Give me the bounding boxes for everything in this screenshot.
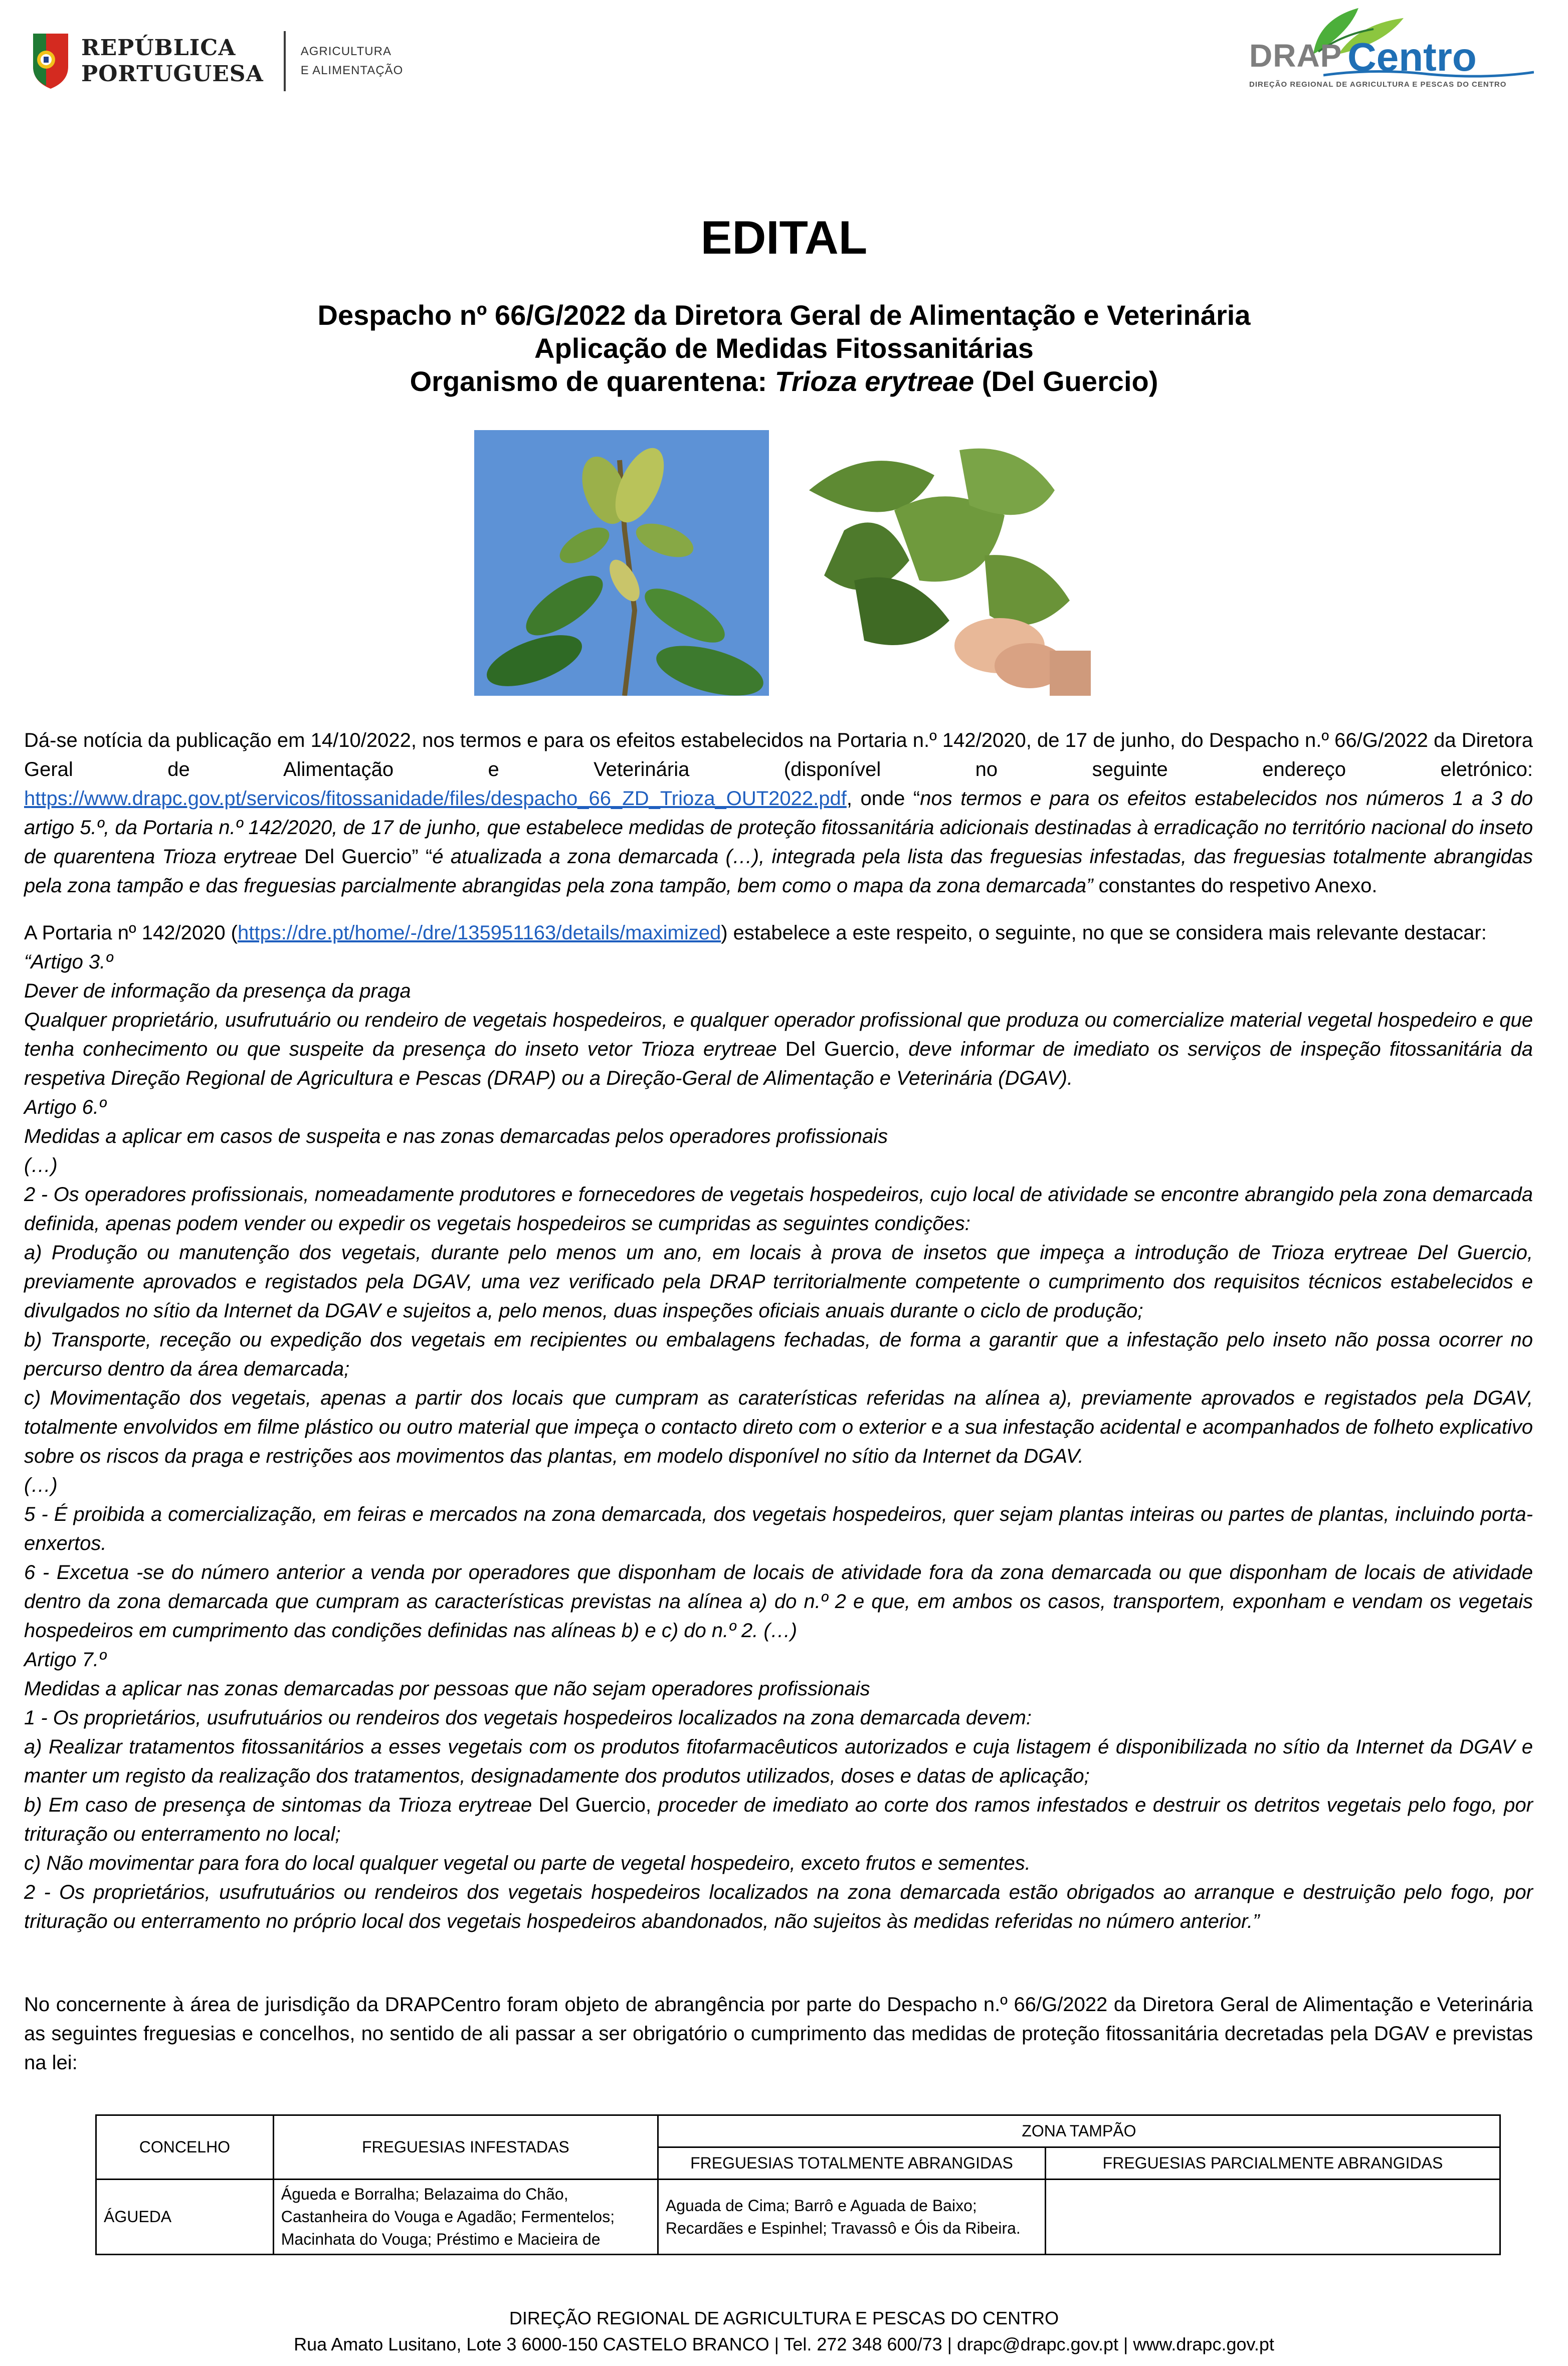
cell-concelho: ÁGUEDA bbox=[96, 2180, 274, 2255]
intro-text-3: Del Guercio” “ bbox=[297, 846, 433, 868]
portaria-paragraph bbox=[24, 918, 1533, 947]
art7-heading: Artigo 7.º bbox=[24, 1649, 106, 1671]
wave-icon bbox=[1323, 68, 1534, 79]
art7-alinea-b bbox=[24, 1791, 1533, 1849]
page-title: EDITAL bbox=[700, 211, 868, 264]
art7-alinea-b-3: proceder de imediato ao corte dos ramos infestados e destruir os detritos vegetais pelo fogo, por trituração ou enterramento no local; bbox=[24, 1794, 1533, 1845]
subtitle-organismo-label: Organismo de quarentena: bbox=[410, 365, 775, 397]
art6-paragraph-6: 6 - Excetua -se do número anterior a venda por operadores que disponham de locais de atividade fora da zona demarcada ou que disponham de locais de atividade dentro da zona demarcada que cumpram as características previstas na alínea a) do n.º 2 e que, em ambos os casos, transportem, exponham e vendam os vegetais hospedeiros em cumprimento das condições definidas nas alíneas b) e c) do n.º 2. (…) bbox=[24, 1561, 1533, 1642]
art6-heading: Artigo 6.º bbox=[24, 1096, 106, 1118]
closing-paragraph: No concernente à área de jurisdição da DRAPCentro foram objeto de abrangência por parte do Despacho n.º 66/G/2022 da Diretora Geral de Alimentação e Veterinária as seguintes freguesias e concelhos, no sentido de ali passar a ser obrigatório o cumprimento das medidas de proteção fitossanitária decretadas pela DGAV e previstas na lei: bbox=[24, 1994, 1533, 2074]
intro-quote-2: é atualizada a zona demarcada (…), integrada pela lista das freguesias infestadas, das freguesias totalmente abrangidas pela zona tampão e das freguesias parcialmente abrangidas pela zona tampão, bem como o mapa da zona demarcada” bbox=[24, 846, 1533, 897]
art7-alinea-a: a) Realizar tratamentos fitossanitários a esses vegetais com os produtos fitofarmacêuticos autorizados e cuja listagem é disponibilizada no sítio da Internet da DGAV e manter um registo da realização dos tratamentos, designadamente dos produtos utilizados, doses e datas de aplicação; bbox=[24, 1736, 1533, 1787]
header-divider bbox=[284, 31, 286, 91]
species-name: Trioza erytreae bbox=[774, 365, 974, 397]
header-concelho: CONCELHO bbox=[96, 2115, 274, 2180]
art7-paragraph-1: 1 - Os proprietários, usufrutuários ou rendeiros dos vegetais hospedeiros localizados na zona demarcada devem: bbox=[24, 1707, 1032, 1729]
header-infestadas: FREGUESIAS INFESTADAS bbox=[273, 2115, 658, 2180]
art6-alinea-c: c) Movimentação dos vegetais, apenas a partir dos locais que cumpram as caraterísticas referidas na alínea a), previamente aprovados e registados pela DGAV, totalmente envolvidos em filme plástico ou outro material que impeça o contacto direto com o exterior e a sua infestação acidental e acompanhados de folheto explicativo sobre os riscos da praga e restrições aos movimentos das plantas, em modelo disponível no sítio da Internet da DGAV. bbox=[24, 1387, 1533, 1467]
art7-alinea-b-2: Del Guercio, bbox=[532, 1794, 658, 1816]
header-zona-tampao: ZONA TAMPÃO bbox=[658, 2115, 1500, 2147]
citrus-plant-photo bbox=[474, 430, 769, 696]
portaria-text-1: A Portaria nº 142/2020 ( bbox=[24, 922, 238, 944]
centro-logo-text: Centro bbox=[1347, 35, 1477, 79]
art6-ellipsis-1: (…) bbox=[24, 1154, 58, 1176]
infested-leaves-image bbox=[769, 430, 1091, 696]
ministry-text-1: AGRICULTURA bbox=[300, 45, 391, 58]
republica-portuguesa-logo bbox=[31, 26, 403, 96]
republica-text-2: PORTUGUESA bbox=[81, 61, 264, 87]
footer-org: DIREÇÃO REGIONAL DE AGRICULTURA E PESCAS DO CENTRO bbox=[509, 2308, 1059, 2328]
art7-alinea-c: c) Não movimentar para fora do local qualquer vegetal ou parte de vegetal hospedeiro, exceto frutos e sementes. bbox=[24, 1852, 1031, 1874]
subtitle-despacho: Despacho nº 66/G/2022 da Diretora Geral de Alimentação e Veterinária bbox=[317, 299, 1251, 331]
leaf-damage-photo bbox=[769, 430, 1091, 696]
art7-alinea-b-1: b) Em caso de presença de sintomas da Trioza erytreae bbox=[24, 1794, 532, 1816]
portaria-section bbox=[24, 918, 1533, 1936]
intro-text-1: Dá-se notícia da publicação em 14/10/2022, nos termos e para os efeitos estabelecidos na Portaria n.º 142/2020, de 17 de junho, do Despacho n.º 66/G/2022 da Diretora Geral de Alimentação e Veterinária (disponível no seguinte endereço eletrónico: bbox=[24, 729, 1533, 780]
art7-title: Medidas a aplicar nas zonas demarcadas por pessoas que não sejam operadores profissionais bbox=[24, 1678, 870, 1700]
art3-text-a: Qualquer proprietário, usufrutuário ou rendeiro de vegetais hospedeiros, e qualquer operador profissional que produza ou comercialize material vegetal hospedeiro e que tenha conhecimento ou que suspeite da presença do inseto vetor Trioza erytreae bbox=[24, 1009, 1533, 1060]
subtitle-medidas: Aplicação de Medidas Fitossanitárias bbox=[534, 332, 1034, 364]
cell-parcialmente bbox=[1046, 2180, 1500, 2255]
intro-text-4: constantes do respetivo Anexo. bbox=[1093, 875, 1378, 897]
drapc-logo bbox=[1238, 4, 1539, 94]
cell-totalmente: Aguada de Cima; Barrô e Aguada de Baixo; Recardães e Espinhel; Travassô e Óis da Ribeira. bbox=[658, 2180, 1045, 2255]
header-totalmente: FREGUESIAS TOTALMENTE ABRANGIDAS bbox=[658, 2147, 1045, 2180]
art6-paragraph-5: 5 - É proibida a comercialização, em feiras e mercados na zona demarcada, dos vegetais hospedeiros, quer sejam plantas inteiras ou partes de plantas, incluindo porta-enxertos. bbox=[24, 1503, 1533, 1554]
header-parcialmente: FREGUESIAS PARCIALMENTE ABRANGIDAS bbox=[1046, 2147, 1500, 2180]
art7-paragraph-2: 2 - Os proprietários, usufrutuários ou rendeiros dos vegetais hospedeiros localizados na zona demarcada estão obrigados ao arranque e destruição pelo fogo, por trituração ou enterramento no próprio local dos vegetais hospedeiros abandonados, não sujeitos às medidas referidas no número anterior.” bbox=[24, 1881, 1533, 1932]
art3-heading: “Artigo 3.º bbox=[24, 951, 113, 973]
republica-text-1: REPÚBLICA bbox=[81, 35, 236, 61]
dre-link[interactable]: https://dre.pt/home/-/dre/135951163/details/maximized bbox=[238, 922, 721, 944]
intro-paragraph bbox=[24, 726, 1533, 900]
drap-logo-text: DRAP bbox=[1249, 38, 1342, 74]
art6-ellipsis-2: (…) bbox=[24, 1474, 58, 1496]
freguesias-table bbox=[95, 2114, 1501, 2255]
intro-text-2: , onde “ bbox=[846, 787, 920, 810]
art6-title: Medidas a aplicar em casos de suspeita e nas zonas demarcadas pelos operadores profissionais bbox=[24, 1125, 888, 1147]
footer-contacts: Rua Amato Lusitano, Lote 3 6000-150 CASTELO BRANCO | Tel. 272 348 600/73 | drapc@drapc.gov.pt | www.drapc.gov.pt bbox=[294, 2334, 1274, 2354]
art3-title: Dever de informação da presença da praga bbox=[24, 980, 411, 1002]
drapc-subtitle: DIREÇÃO REGIONAL DE AGRICULTURA E PESCAS DO CENTRO bbox=[1249, 80, 1507, 89]
art3-text-b: Del Guercio, bbox=[776, 1038, 909, 1060]
cell-infestadas: Águeda e Borralha; Belazaima do Chão, Castanheira do Vouga e Agadão; Fermentelos; Macinhata do Vouga; Préstimo e Macieira de bbox=[273, 2180, 658, 2255]
art6-alinea-a: a) Produção ou manutenção dos vegetais, durante pelo menos um ano, em locais à prova de insetos que impeça a introdução de Trioza erytreae Del Guercio, previamente aprovados e registados pela DGAV, uma vez verificado pela DRAP territorialmente competente o cumprimento dos requisitos técnicos estabelecidos e divulgados no sítio da Internet da DGAV e sujeitos a, pelo menos, duas inspeções oficiais anuais durante o ciclo de produção; bbox=[24, 1242, 1533, 1322]
subtitle-organismo bbox=[0, 365, 1568, 398]
intro-quote-1: nos termos e para os efeitos estabelecidos nos números 1 a 3 do artigo 5.º, da Portaria n.º 142/2020, de 17 de junho, que estabelece medidas de proteção fitossanitária adicionais destinadas à erradicação no território nacional do inseto de quarentena Trioza erytreae bbox=[24, 787, 1533, 868]
species-author: (Del Guercio) bbox=[974, 365, 1158, 397]
citrus-branch-image bbox=[474, 430, 769, 696]
portaria-text-2: ) estabelece a este respeito, o seguinte, no que se considera mais relevante destacar: bbox=[721, 922, 1487, 944]
despacho-link[interactable]: https://www.drapc.gov.pt/servicos/fitossanidade/files/despacho_66_ZD_Trioza_OUT2022.pdf bbox=[24, 787, 847, 810]
art6-alinea-b: b) Transporte, receção ou expedição dos vegetais em recipientes ou embalagens fechadas, de forma a garantir que a infestação pelo inseto não possa ocorrer no percurso dentro da área demarcada; bbox=[24, 1329, 1533, 1380]
art3-text-c: deve informar de imediato os serviços de inspeção fitossanitária da respetiva Direção Regional de Agricultura e Pescas (DRAP) ou a Direção-Geral de Alimentação e Veterinária (DGAV). bbox=[24, 1038, 1533, 1089]
table-row bbox=[96, 2180, 1500, 2255]
portugal-flag-icon bbox=[31, 32, 70, 91]
art6-paragraph-2: 2 - Os operadores profissionais, nomeadamente produtores e fornecedores de vegetais hospedeiros, cujo local de atividade se encontre abrangido pela zona demarcada definida, apenas podem vender ou expedir os vegetais hospedeiros se cumpridas as seguintes condições: bbox=[24, 1184, 1533, 1235]
art3-paragraph bbox=[24, 1006, 1533, 1093]
ministry-text-2: E ALIMENTAÇÃO bbox=[300, 64, 404, 77]
